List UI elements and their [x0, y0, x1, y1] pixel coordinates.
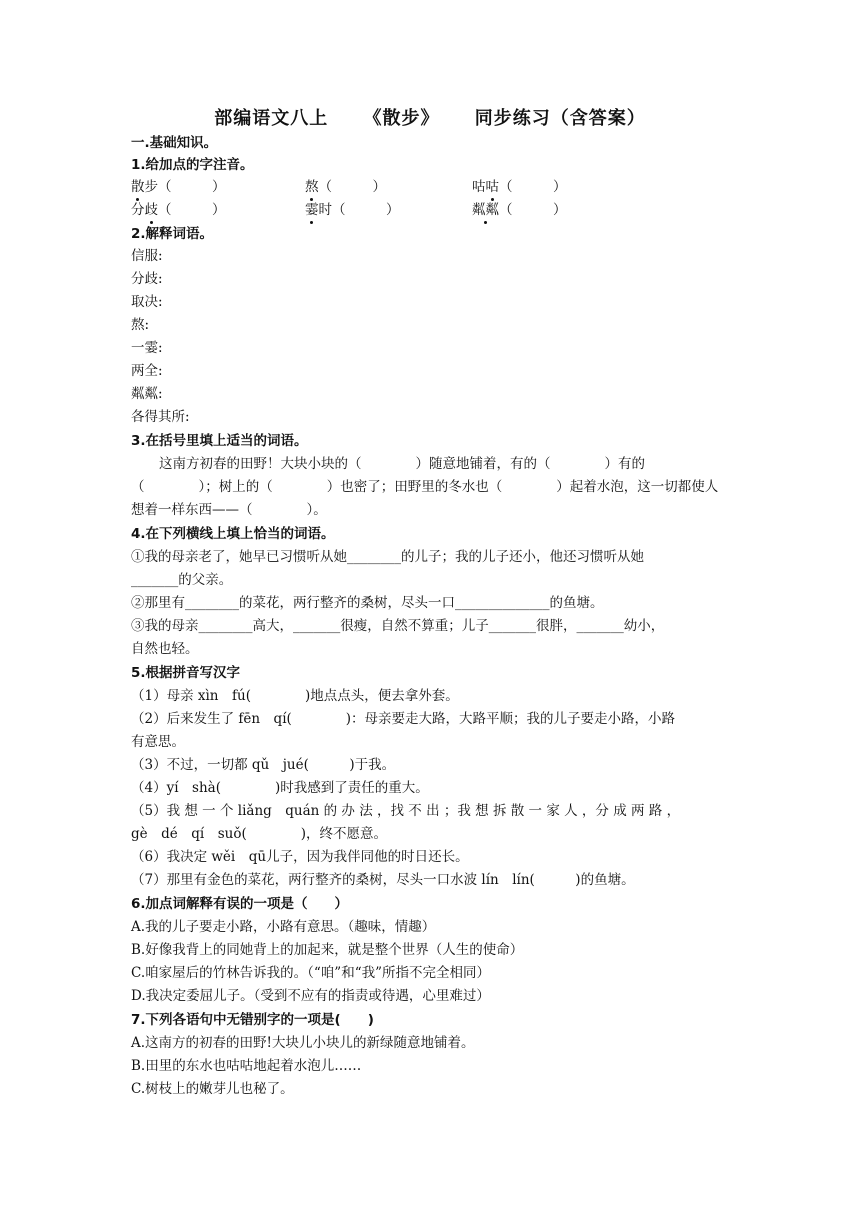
q2-word: 两全:: [131, 363, 163, 379]
q5-line: gè dé qí suǒ( )，终不愿意。: [131, 826, 388, 842]
q4-line: _______的父亲。: [131, 572, 233, 588]
q2-word: 分歧:: [131, 271, 163, 287]
q4-line: 自然也轻。: [131, 641, 199, 657]
q2-word: 取决:: [131, 294, 163, 310]
dotted-char: 粼粼: [472, 202, 499, 218]
q5-line: （3）不过，一切都 qǔ jué( )于我。: [131, 757, 396, 773]
q2-word: 各得其所:: [131, 409, 190, 425]
q6-option-b: B.好像我背上的同她背上的加起来，就是整个世界（人生的使命）: [131, 942, 524, 958]
q5-heading: 5.根据拼音写汉字: [131, 665, 241, 681]
dotted-char: 散: [131, 179, 145, 195]
q1-item-ao: 熬（ ）: [305, 179, 386, 195]
q1-item-sanbu: 散步（ ）: [131, 179, 226, 195]
q2-word: 一霎:: [131, 340, 163, 356]
q2-word: 信服:: [131, 248, 163, 264]
q7-heading: 7.下列各语句中无错别字的一项是( ): [131, 1012, 374, 1028]
q2-heading: 2.解释词语。: [131, 226, 214, 242]
title-part-subtitle: 同步练习（含答案）: [474, 108, 646, 129]
q1-item-fenqi: 分歧（ ）: [131, 202, 226, 218]
q7-option-a: A.这南方的初春的田野!大块儿小块儿的新绿随意地铺着。: [131, 1035, 475, 1051]
q5-line: （5）我 想 一 个 liǎng quán 的 办 法 ，找 不 出 ；我 想 拆 散 一 家 人 ，分 成 两 路 ，: [131, 803, 681, 819]
title-part-grade: 部编语文八上: [214, 108, 329, 129]
dotted-char: 歧: [144, 202, 158, 218]
q4-line: ①我的母亲老了，她早已习惯听从她________的儿子；我的儿子还小，他还习惯听从她: [131, 549, 644, 565]
q1-item-linlin: 粼粼（ ）: [472, 202, 567, 218]
q3-heading: 3.在括号里填上适当的词语。: [131, 433, 308, 449]
q7-option-c: C.树枝上的嫩芽儿也秘了。: [131, 1081, 294, 1097]
q3-paragraph: 这南方初春的田野！大块小块的（ ）随意地铺着，有的（ ）有的（ ）；树上的（ ）也密了；田野里的冬水也（ ）起着水泡，这一切都使人想着一样东西——（ ）。: [131, 456, 719, 518]
section-heading: 一.基础知识。: [131, 135, 218, 151]
q1-item-gugu: 咕咕（ ）: [472, 179, 567, 195]
q4-line: ②那里有________的菜花，两行整齐的桑树，尽头一口______________的鱼塘。: [131, 595, 604, 611]
q2-word: 熬:: [131, 317, 150, 333]
q5-line: （1）母亲 xìn fú( )地点点头，便去拿外套。: [131, 688, 459, 704]
q4-heading: 4.在下列横线上填上恰当的词语。: [131, 526, 335, 542]
q6-option-c: C.咱家屋后的竹林告诉我的。（“咱”和“我”所指不完全相同）: [131, 965, 490, 981]
q6-heading: 6.加点词解释有误的一项是（ ）: [131, 896, 349, 912]
q5-line: （7）那里有金色的菜花，两行整齐的桑树，尽头一口水波 lín lín( )的鱼塘。: [131, 872, 635, 888]
page-title: [0, 104, 860, 130]
dotted-char: 咕: [485, 179, 499, 195]
dotted-char: 熬: [305, 179, 319, 195]
q4-line: ③我的母亲________高大，_______很瘦，自然不算重；儿子_______很胖，_______幼小，: [131, 618, 665, 634]
q5-line: （6）我决定 wěi qū儿子，因为我伴同他的时日还长。: [131, 849, 469, 865]
q5-line: （2）后来发生了 fēn qí( )：母亲要走大路，大路平顺；我的儿子要走小路，小路: [131, 711, 676, 727]
q1-item-shashi: 霎时（ ）: [305, 202, 400, 218]
dotted-char: 霎: [305, 202, 319, 218]
q5-line: （4）yí shà( )时我感到了责任的重大。: [131, 780, 429, 796]
q6-option-a: A.我的儿子要走小路，小路有意思。（趣味，情趣）: [131, 919, 436, 935]
q2-word: 粼粼:: [131, 386, 163, 402]
q1-heading: 1.给加点的字注音。: [131, 157, 254, 173]
q7-option-b: B.田里的东水也咕咕地起着水泡儿……: [131, 1058, 362, 1074]
title-part-lesson: 《散步》: [363, 108, 440, 129]
q5-line: 有意思。: [131, 734, 185, 750]
q6-option-d: D.我决定委屈儿子。（受到不应有的指责或待遇，心里难过）: [131, 988, 490, 1004]
